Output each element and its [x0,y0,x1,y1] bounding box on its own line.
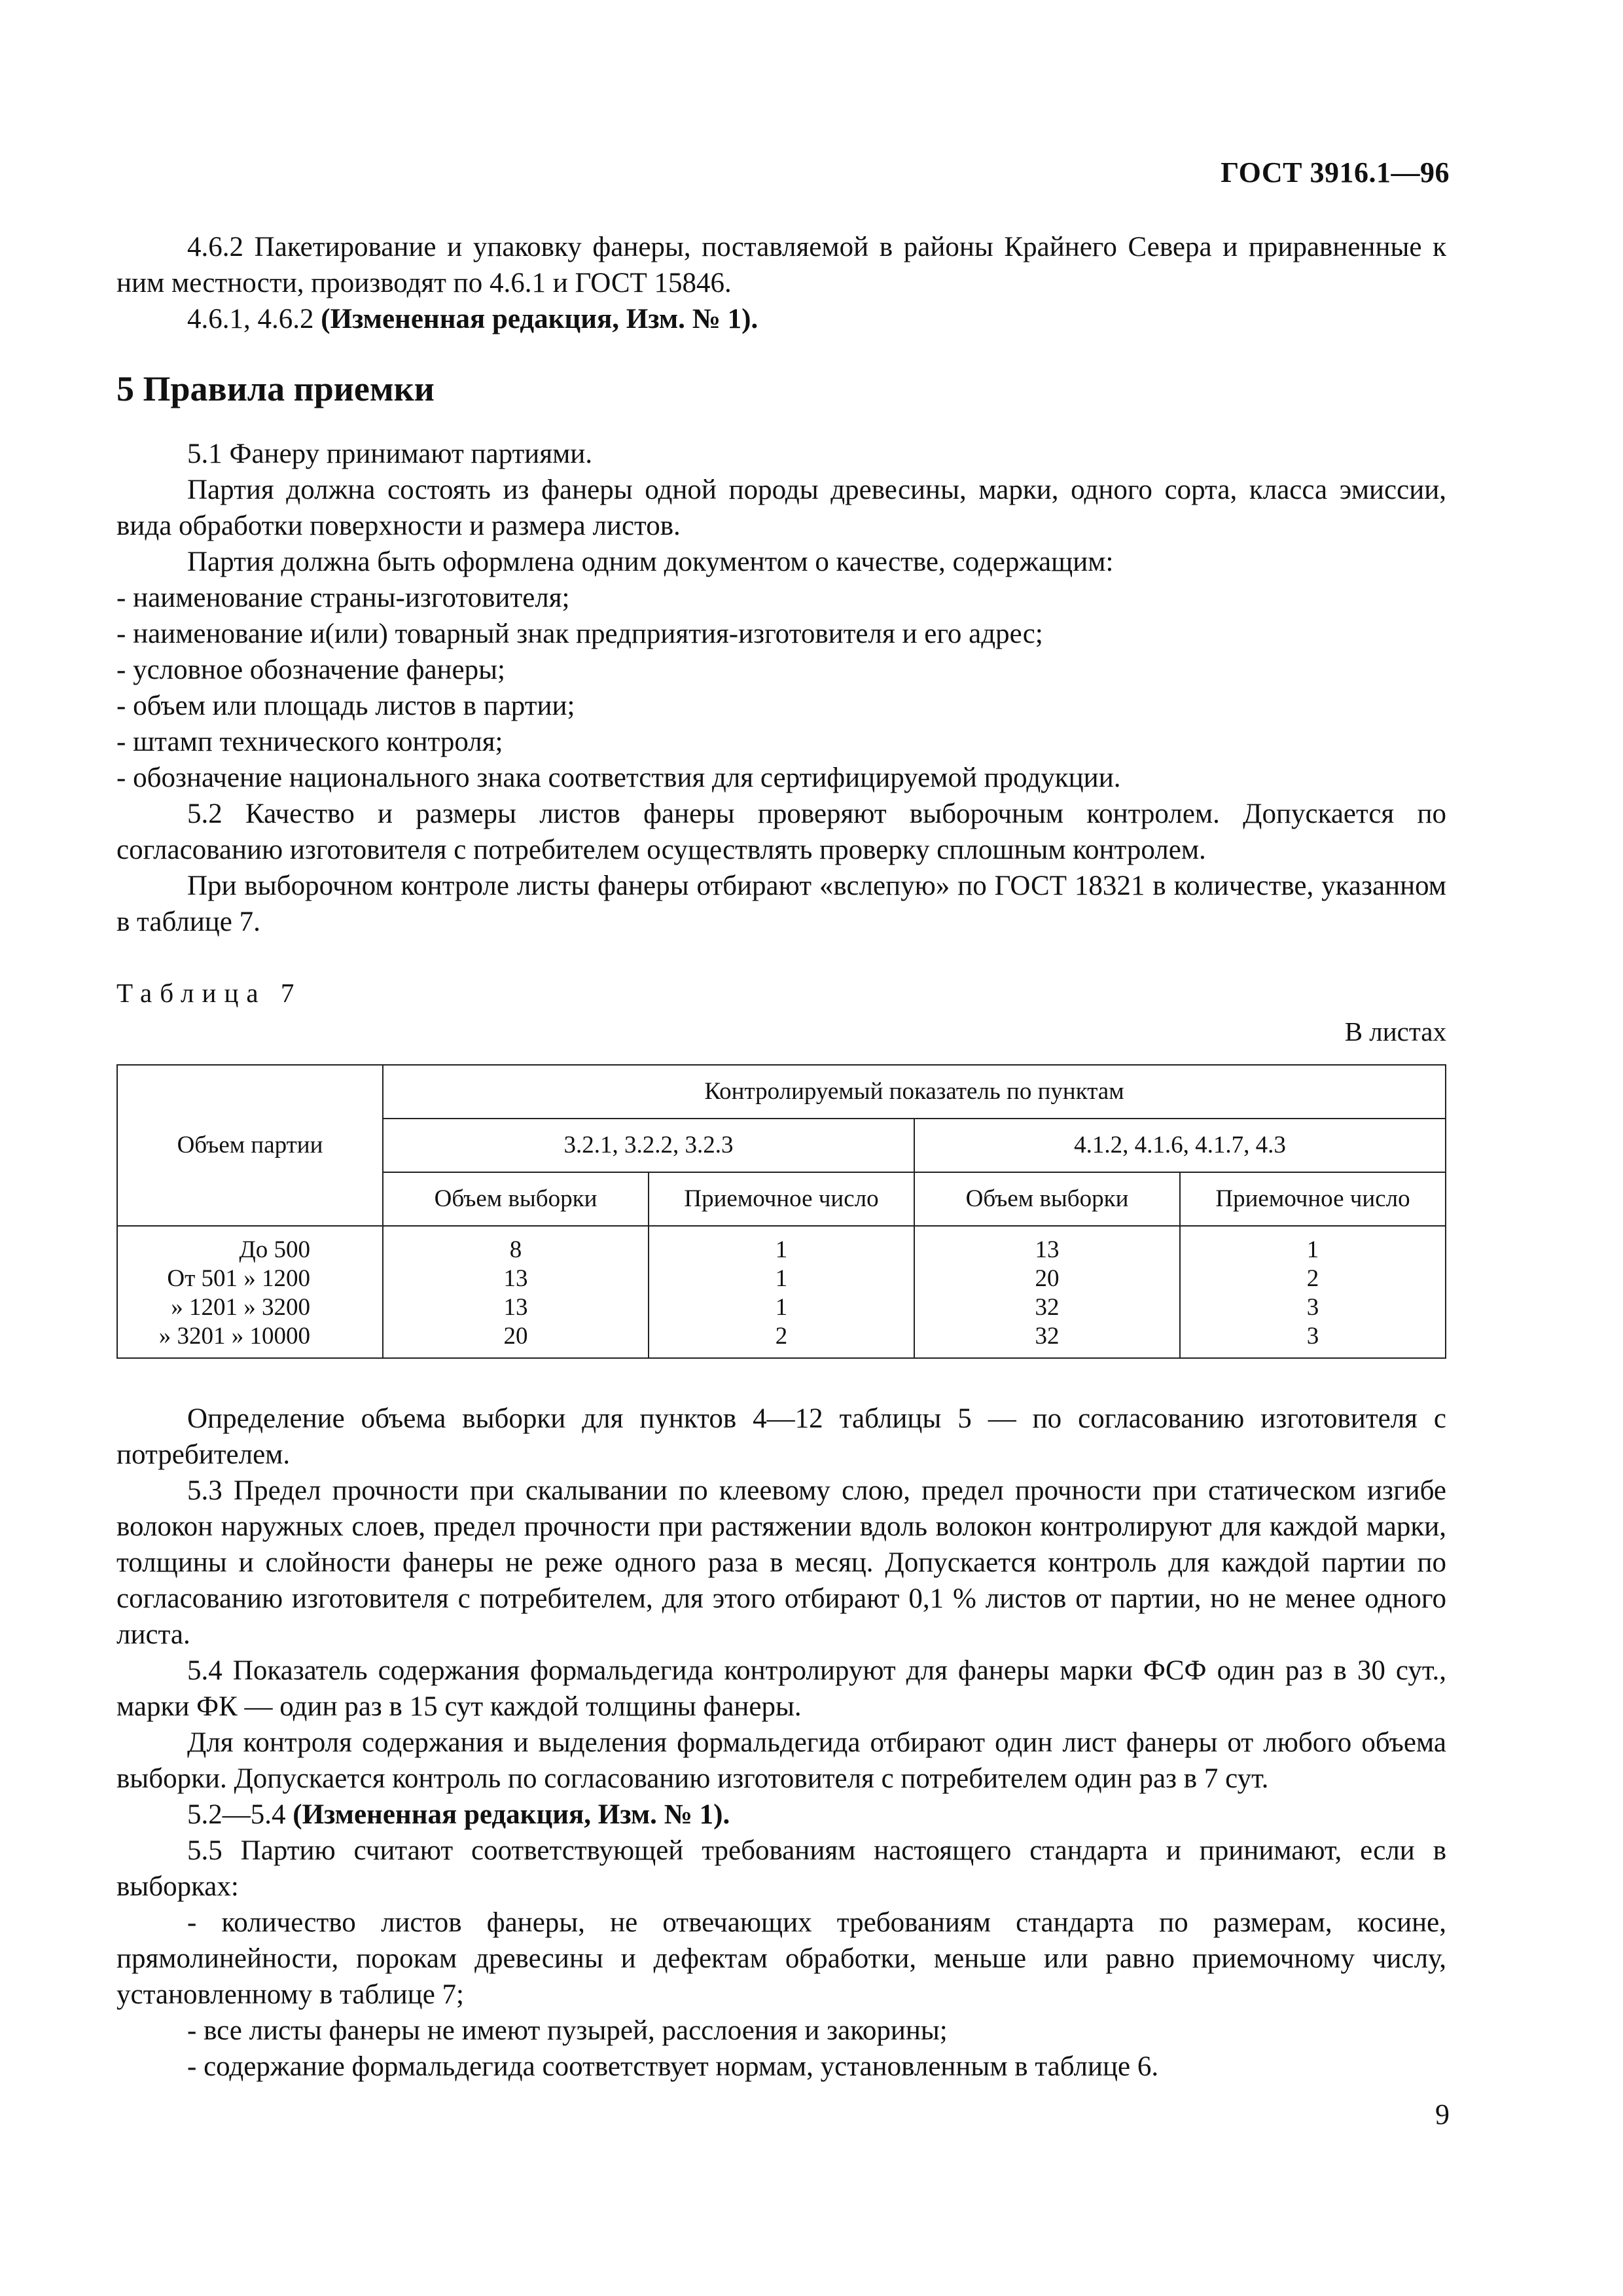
table-header-group-b: 4.1.2, 4.1.6, 4.1.7, 4.3 [914,1119,1446,1172]
list-item: - штамп технического контроля; [116,726,503,757]
table-cell: 1 [775,1265,788,1292]
paragraph-formaldehyde-control: Для контроля содержания и выделения формальдегида отбирают один лист фанеры от любого объема выборки. Допускается контроль по согласованию изготовителя с потребителем один раз в 7 сут. [116,1727,1446,1794]
column-sample-b [914,1226,1180,1358]
edit-note-4-6 [116,301,1446,337]
table-cell: 13 [1035,1236,1060,1263]
column-accept-b [1180,1226,1446,1358]
edit-note-text: (Измененная редакция, Изм. № 1). [321,304,758,334]
paragraph-4-6-2: 4.6.2 Пакетирование и упаковку фанеры, поставляемой в районы Крайнего Севера и приравненные к ним местности, производят по 4.6.1 и ГОСТ 15846. [116,232,1446,298]
section-title: 5 Правила приемки [116,369,435,408]
edit-note-ref: 5.2—5.4 [187,1799,286,1830]
table-cell: 32 [1035,1294,1060,1321]
list-item: - наименование и(или) товарный знак предприятия-изготовителя и его адрес; [116,619,1043,649]
table-unit: В листах [1344,1016,1446,1047]
list-item: - наименование страны-изготовителя; [116,583,570,613]
edit-note-5 [116,1797,1446,1833]
paragraph-5-1: 5.1 Фанеру принимают партиями. [187,439,593,469]
paragraph-quality-document: Партия должна быть оформлена одним документом о качестве, содержащим: [187,547,1114,577]
table-cell: 13 [503,1294,528,1321]
table-cell: До 500 [239,1236,310,1263]
list-item: - объем или площадь листов в партии; [116,691,575,721]
list-item: - все листы фанеры не имеют пузырей, расслоения и закорины; [187,2015,948,2046]
list-item: - условное обозначение фанеры; [116,655,505,685]
table-cell: 20 [503,1323,528,1350]
table-header-sample-a: Объем выборки [383,1172,649,1226]
table-cell: 1 [775,1294,788,1321]
table-cell: От 501 » 1200 [167,1265,310,1292]
table-cell: 13 [503,1265,528,1292]
table-header-sample-b: Объем выборки [914,1172,1180,1226]
table-header-accept-a: Приемочное число [649,1172,914,1226]
list-item: - обозначение национального знака соответствия для сертифицируемой продукции. [116,762,1121,793]
table-cell: 2 [775,1323,788,1350]
table-cell: » 1201 » 3200 [171,1294,310,1321]
page-body [116,229,1446,2085]
table-header-accept-b: Приемочное число [1180,1172,1446,1226]
edit-note-ref: 4.6.1, 4.6.2 [187,304,314,334]
paragraph-5-5: 5.5 Партию считают соответствующей требованиям настоящего стандарта и принимают, если в выборках: [116,1835,1446,1902]
table-cell: » 3201 » 10000 [158,1323,310,1350]
paragraph-sampling: При выборочном контроле листы фанеры отбирают «вслепую» по ГОСТ 18321 в количестве, указанном в таблице 7. [116,870,1446,937]
table-header-lot: Объем партии [117,1065,383,1226]
column-sample-a [383,1226,649,1358]
edit-note-text: (Измененная редакция, Изм. № 1). [293,1799,730,1830]
table-cell: 1 [1306,1236,1319,1263]
list-item: - содержание формальдегида соответствует нормам, установленным в таблице 6. [187,2051,1159,2082]
table-cell: 2 [1306,1265,1319,1292]
table-cell: 32 [1035,1323,1060,1350]
page-number: 9 [1435,2098,1450,2130]
table-cell: 8 [509,1236,522,1263]
table-cell: 1 [775,1236,788,1263]
table-caption: Таблица 7 [116,978,302,1008]
table-cell: 3 [1306,1294,1319,1321]
paragraph-5-3: 5.3 Предел прочности при скалывании по клеевому слою, предел прочности при статическом изгибе волокон наружных слоев, предел прочности при растяжении вдоль волокон контролируют для каждой марки, толщины и слойности фанеры не реже одного раза в месяц. Допускается контроль для каждой партии по согласованию изготовителя с потребителем, для этого отбирают 0,1 % листов от партии, но не менее одного листа. [116,1475,1446,1650]
column-accept-a [649,1226,914,1358]
sampling-table [116,1064,1446,1359]
paragraph-5-4: 5.4 Показатель содержания формальдегида контролируют для фанеры марки ФСФ один раз в 30 сут., марки ФК — один раз в 15 сут каждой толщины фанеры. [116,1655,1446,1722]
table-cell: 20 [1035,1265,1060,1292]
paragraph-5-2: 5.2 Качество и размеры листов фанеры проверяют выборочным контролем. Допускается по согласованию изготовителя с потребителем осуществлять проверку сплошным контролем. [116,798,1446,865]
paragraph-batch: Партия должна состоять из фанеры одной породы древесины, марки, одного сорта, класса эмиссии, вида обработки поверхности и размера листов. [116,475,1446,541]
document-code: ГОСТ 3916.1—96 [1221,156,1450,188]
table-header-group: Контролируемый показатель по пунктам [383,1065,1446,1119]
list-item: - количество листов фанеры, не отвечающих требованиям стандарта по размерам, косине, прямолинейности, порокам древесины и дефектам обработки, меньше или равно приемочному числу, установленному в таблице 7; [116,1907,1446,2010]
table-body-row [117,1226,1446,1358]
paragraph-sample-definition: Определение объема выборки для пунктов 4—12 таблицы 5 — по согласованию изготовителя с потребителем. [116,1403,1446,1470]
column-lot-size [117,1226,383,1358]
table-header-group-a: 3.2.1, 3.2.2, 3.2.3 [383,1119,914,1172]
table-cell: 3 [1306,1323,1319,1350]
